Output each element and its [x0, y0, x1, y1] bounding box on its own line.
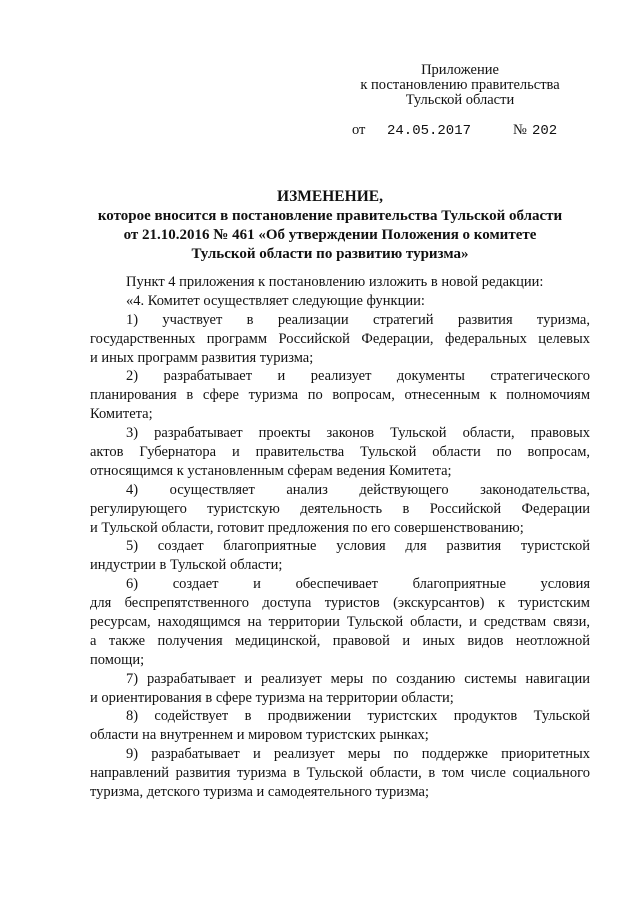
body-line: планирования в сфере туризма по вопросам, отнесенным к полномочиям	[90, 387, 590, 404]
document-title	[80, 187, 580, 264]
appendix-line-1: Приложение	[421, 62, 499, 78]
title-line-1: которое вносится в постановление правительства Тульской области	[97, 208, 563, 224]
number-label: №	[513, 122, 527, 138]
title-line-2: от 21.10.2016 № 461 «Об утверждении Положения о комитете	[123, 227, 537, 243]
body-line: государственных программ Российской Федерации, федеральных целевых	[90, 330, 590, 347]
appendix-line-2: к постановлению правительства	[360, 77, 560, 93]
appendix-line-3: Тульской области	[405, 92, 515, 108]
body-line: 3) разрабатывает проекты законов Тульской области, правовых	[126, 425, 590, 442]
appendix-header	[340, 63, 580, 108]
body-line: индустрии в Тульской области;	[90, 557, 283, 574]
body-line: 4) осуществляет анализ действующего законодательства,	[126, 481, 590, 498]
body-line: и ориентирования в сфере туризма на территории области;	[90, 689, 454, 706]
body-line: 1) участвует в реализации стратегий развития туризма,	[126, 311, 590, 328]
body-line: регулирующего туристскую деятельность в Российской Федерации	[90, 500, 590, 517]
body-line: 6) создает и обеспечивает благоприятные условия	[126, 576, 590, 593]
document-number: 202	[532, 123, 558, 139]
body-line: для беспрепятственного доступа туристов (экскурсантов) к туристским	[90, 595, 590, 612]
body-line: актов Губернатора и правительства Тульской области по вопросам,	[90, 444, 590, 461]
title-heading: ИЗМЕНЕНИЕ,	[277, 188, 383, 205]
from-label: от	[352, 122, 366, 138]
body-line: Пункт 4 приложения к постановлению изложить в новой редакции:	[126, 274, 544, 290]
body-line: 8) содействует в продвижении туристских продуктов Тульской	[126, 708, 590, 725]
document-body	[90, 273, 590, 802]
body-line: ресурсам, находящимся на территории Тульской области, и средствам связи,	[90, 614, 590, 631]
body-line: а также получения медицинской, правовой и иных видов неотложной	[90, 632, 590, 649]
body-line: помощи;	[90, 651, 145, 668]
body-line: 9) разрабатывает и реализует меры по поддержке приоритетных	[126, 746, 590, 763]
body-line: области на внутреннем и мировом туристских рынках;	[90, 727, 429, 744]
body-line: 2) разрабатывает и реализует документы стратегического	[126, 368, 590, 385]
body-line: Комитета;	[90, 406, 153, 423]
body-line: 7) разрабатывает и реализует меры по созданию системы навигации	[126, 670, 590, 687]
body-line: и Тульской области, готовит предложения по его совершенствованию;	[90, 519, 524, 536]
body-line: туризма, детского туризма и самодеятельного туризма;	[90, 784, 430, 801]
body-line: 5) создает благоприятные условия для развития туристской	[126, 538, 590, 555]
date-number-row	[340, 122, 590, 140]
body-line: относящимся к установленным сферам ведения Комитета;	[90, 462, 452, 479]
document-date: 24.05.2017	[387, 123, 472, 139]
body-line: «4. Комитет осуществляет следующие функции:	[126, 292, 425, 309]
body-line: направлений развития туризма в Тульской области, в том числе социального	[90, 765, 590, 782]
title-line-3: Тульской области по развитию туризма»	[191, 246, 469, 262]
body-line: и иных программ развития туризма;	[90, 349, 314, 366]
